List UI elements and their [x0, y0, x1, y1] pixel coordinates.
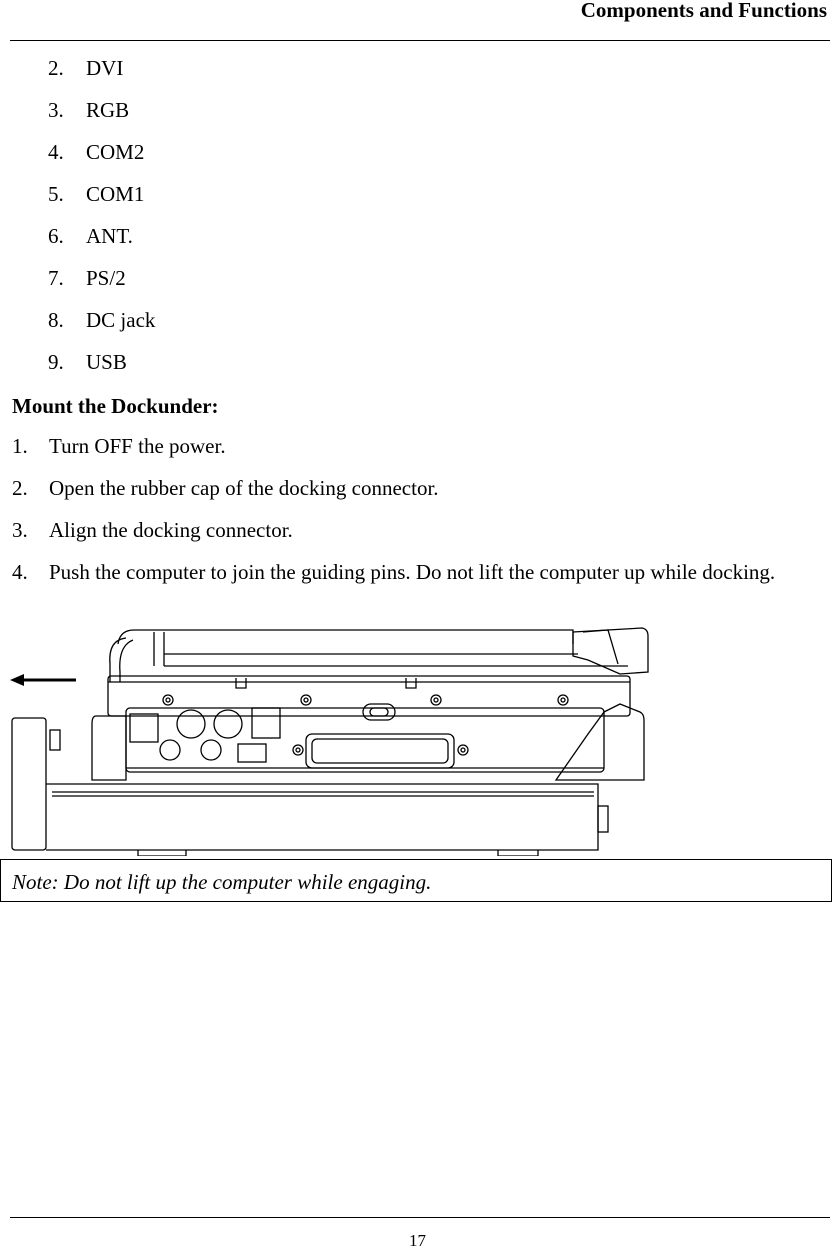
item-number: 5.	[48, 182, 64, 206]
step-number: 3.	[12, 518, 28, 542]
item-number: 3.	[48, 98, 64, 122]
item-number: 6.	[48, 224, 64, 248]
step-number: 2.	[12, 476, 28, 500]
port-label: DC jack	[86, 308, 156, 332]
list-item	[48, 308, 155, 350]
arrow-left-icon	[10, 674, 76, 686]
list-item	[48, 140, 155, 182]
port-label: COM1	[86, 182, 145, 206]
note-box: Note: Do not lift up the computer while engaging.	[0, 859, 832, 902]
item-number: 7.	[48, 266, 64, 290]
item-number: 8.	[48, 308, 64, 332]
port-label: PS/2	[86, 266, 126, 290]
page-number: 17	[409, 1231, 426, 1250]
list-item	[48, 350, 155, 392]
step-number: 1.	[12, 434, 28, 458]
running-header: Components and Functions	[580, 0, 827, 22]
header-rule	[10, 40, 830, 41]
list-item	[48, 182, 155, 224]
list-item	[48, 224, 155, 266]
section-heading: Mount the Dockunder:	[12, 394, 219, 418]
item-number: 9.	[48, 350, 64, 374]
step-item	[12, 560, 827, 584]
port-label: ANT.	[86, 224, 133, 248]
port-label: COM2	[86, 140, 145, 164]
item-number: 2.	[48, 56, 64, 80]
list-item	[48, 56, 155, 98]
steps-list	[12, 434, 827, 602]
dock-illustration	[8, 624, 653, 856]
item-number: 4.	[48, 140, 64, 164]
footer-rule	[10, 1217, 830, 1218]
step-item	[12, 434, 827, 458]
port-label: RGB	[86, 98, 130, 122]
step-text: Push the computer to join the guiding pins. Do not lift the computer up while docking.	[49, 560, 776, 584]
port-list	[48, 56, 155, 392]
step-item	[12, 518, 827, 542]
list-item	[48, 266, 155, 308]
dock-station	[12, 718, 608, 856]
step-text: Turn OFF the power.	[49, 434, 226, 458]
step-item	[12, 476, 827, 500]
port-label: DVI	[86, 56, 124, 80]
step-text: Open the rubber cap of the docking connector.	[49, 476, 439, 500]
step-text: Align the docking connector.	[49, 518, 293, 542]
step-number: 4.	[12, 560, 28, 584]
computer-body	[92, 628, 648, 780]
port-label: USB	[86, 350, 127, 374]
list-item	[48, 98, 155, 140]
